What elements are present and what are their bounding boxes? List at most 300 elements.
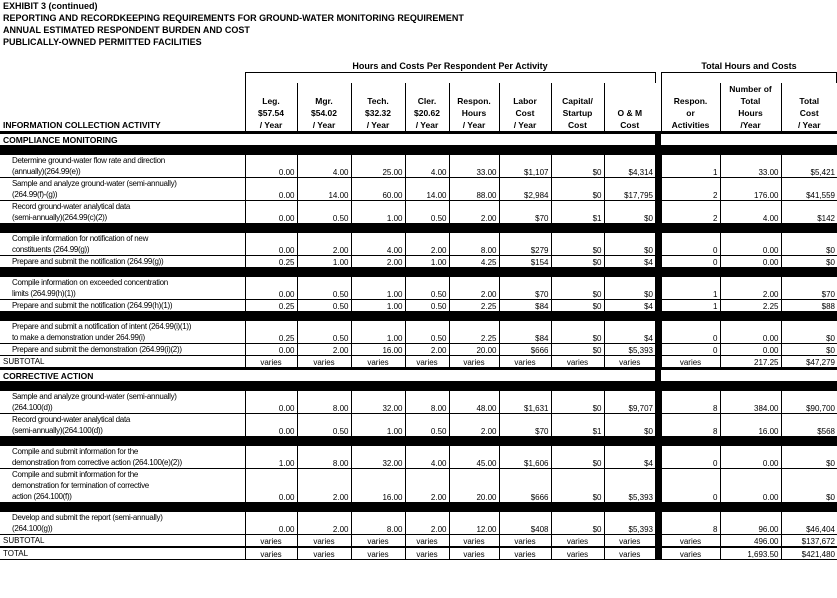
group-underline-per-respondent [245, 72, 655, 73]
cell-leg: 0.00 [245, 391, 297, 414]
cell-tech: 25.00 [351, 155, 405, 178]
cell-leg: 0.00 [245, 155, 297, 178]
cell-om: $5,393 [604, 512, 655, 535]
cell-tech: 32.00 [351, 446, 405, 469]
activity-description [0, 321, 245, 344]
cell-cler: 0.50 [405, 277, 449, 300]
table-row [0, 155, 837, 178]
col-total-hours [720, 83, 781, 133]
cell-tech: 16.00 [351, 344, 405, 356]
cell-respondents: 1 [661, 277, 720, 300]
col-cler-l1: Cler. [417, 96, 437, 106]
col-om [604, 83, 655, 133]
description-line: (annually)(264.99(e)) [12, 167, 81, 176]
cell-mgr: 4.00 [297, 155, 351, 178]
col-cler-l3: / Year [415, 120, 439, 130]
col-cler [405, 83, 449, 133]
cell-total-cost: $0 [781, 446, 837, 469]
cell-total-hours: 1,693.50 [720, 547, 781, 560]
cell-cler: 2.00 [405, 469, 449, 503]
section-header [0, 369, 837, 382]
cell-resp-hours: varies [449, 535, 499, 548]
description-line: Prepare and submit the notification (264.99(h)(1)) [12, 301, 173, 310]
cell-total-hours: 384.00 [720, 391, 781, 414]
cell-mgr: 8.00 [297, 446, 351, 469]
cell-total-hours: 16.00 [720, 414, 781, 437]
cell-total-cost: $46,404 [781, 512, 837, 535]
activity-description [0, 277, 245, 300]
description-line: Compile and submit information for the [12, 470, 138, 479]
cell-respondents: 8 [661, 391, 720, 414]
cell-total-hours: 217.25 [720, 356, 781, 369]
table-row [0, 469, 837, 503]
col-mgr [297, 83, 351, 133]
description-line: Record ground-water analytical data [12, 202, 131, 211]
cell-mgr: 2.00 [297, 512, 351, 535]
cell-total-cost: $0 [781, 256, 837, 268]
cell-capital: $0 [551, 256, 604, 268]
cell-total-cost: $41,559 [781, 178, 837, 201]
cell-tech: 8.00 [351, 512, 405, 535]
col-mgr-l2: $54.02 [311, 108, 337, 118]
cell-resp-hours: 2.25 [449, 300, 499, 312]
cell-capital: $0 [551, 178, 604, 201]
table-row [0, 201, 837, 224]
cell-leg: 0.00 [245, 201, 297, 224]
col-respondents [661, 83, 720, 133]
cell-labor: $2,984 [499, 178, 551, 201]
cell-capital: $0 [551, 321, 604, 344]
cell-om: varies [604, 535, 655, 548]
col-leg [245, 83, 297, 133]
cell-respondents: varies [661, 535, 720, 548]
document-title: REPORTING AND RECORDKEEPING REQUIREMENTS FOR GROUND-WATER MONITORING REQUIREMENT [3, 13, 464, 23]
cell-om: $0 [604, 277, 655, 300]
cell-tech: 32.00 [351, 391, 405, 414]
column-header-row [0, 83, 837, 133]
section-divider-bar [0, 503, 837, 513]
group-header-per-respondent: Hours and Costs Per Respondent Per Activity [352, 61, 548, 71]
col-tech-l2: $32.32 [365, 108, 391, 118]
col-total-cost-l1: Total [799, 96, 820, 106]
col-labor-l1: Labor [513, 96, 537, 106]
cell-total-cost: $70 [781, 277, 837, 300]
cell-total-hours: 0.00 [720, 469, 781, 503]
cell-respondents: varies [661, 547, 720, 560]
cell-total-cost: $0 [781, 321, 837, 344]
activity-description [0, 256, 245, 268]
col-capital-l1: Capital/ [562, 96, 593, 106]
col-total-hours-l3: Hours [738, 108, 763, 118]
description-line: Record ground-water analytical data [12, 415, 131, 424]
section-title-blank [661, 369, 837, 382]
cell-mgr: 0.50 [297, 300, 351, 312]
cell-om: $5,393 [604, 469, 655, 503]
divider-fill [0, 146, 837, 156]
group-bracket-right [655, 72, 656, 83]
description-line: Sample and analyze ground-water (semi-annually) [12, 392, 177, 401]
cell-total-hours: 96.00 [720, 512, 781, 535]
cell-mgr: 0.50 [297, 201, 351, 224]
col-tech-l3: / Year [366, 120, 390, 130]
cell-resp-hours: 8.00 [449, 233, 499, 256]
cell-om: $4,314 [604, 155, 655, 178]
col-cler-l2: $20.62 [414, 108, 440, 118]
table-row [0, 178, 837, 201]
cell-tech: 1.00 [351, 201, 405, 224]
cell-total-cost: $0 [781, 233, 837, 256]
cell-respondents: 0 [661, 256, 720, 268]
col-resp-hours-l1: Respon. [457, 96, 491, 106]
cell-capital: $1 [551, 414, 604, 437]
col-resp-hours [449, 83, 499, 133]
cell-om: $17,795 [604, 178, 655, 201]
activity-description [0, 391, 245, 414]
cell-om: varies [604, 547, 655, 560]
facility-type: PUBLICALLY-OWNED PERMITTED FACILITIES [3, 37, 202, 47]
cell-capital: $0 [551, 155, 604, 178]
activity-description [0, 414, 245, 437]
col-mgr-l1: Mgr. [315, 96, 333, 106]
cell-labor: varies [499, 356, 551, 369]
cell-cler: 2.00 [405, 344, 449, 356]
table-row [0, 233, 837, 256]
cell-labor: varies [499, 547, 551, 560]
cell-capital: $0 [551, 277, 604, 300]
cell-leg: varies [245, 356, 297, 369]
cell-total-cost: $5,421 [781, 155, 837, 178]
col-leg-l3: / Year [259, 120, 283, 130]
cell-leg: 0.00 [245, 233, 297, 256]
cell-resp-hours: 2.00 [449, 414, 499, 437]
col-resp-hours-l2: Hours [461, 108, 487, 118]
cell-total-hours: 2.00 [720, 277, 781, 300]
cell-om: $0 [604, 414, 655, 437]
cell-mgr: varies [297, 356, 351, 369]
cell-mgr: 2.00 [297, 233, 351, 256]
divider-fill [0, 224, 837, 234]
cell-labor: $666 [499, 344, 551, 356]
activity-description [0, 201, 245, 224]
cell-labor: $1,606 [499, 446, 551, 469]
cell-cler: 0.50 [405, 201, 449, 224]
description-line: demonstration for termination of corrective [12, 481, 149, 490]
cell-respondents: 0 [661, 321, 720, 344]
description-line: Sample and analyze ground-water (semi-annually) [12, 179, 177, 188]
cell-resp-hours: 45.00 [449, 446, 499, 469]
subtotal-label: SUBTOTAL [0, 356, 245, 369]
cell-labor: $84 [499, 300, 551, 312]
cell-total-cost: $47,279 [781, 356, 837, 369]
col-respondents-l2: or [686, 108, 695, 118]
cell-mgr: varies [297, 535, 351, 548]
group-bracket-left [245, 72, 246, 83]
cell-om: $5,393 [604, 344, 655, 356]
cell-total-cost: $568 [781, 414, 837, 437]
col-labor [499, 83, 551, 133]
description-line: Prepare and submit a notification of intent (264.99(i)(1)) [12, 322, 192, 331]
cell-resp-hours: 2.00 [449, 277, 499, 300]
cell-leg: 0.25 [245, 300, 297, 312]
cell-respondents: 0 [661, 469, 720, 503]
cell-respondents: 8 [661, 512, 720, 535]
cell-capital: varies [551, 356, 604, 369]
cell-resp-hours: 2.25 [449, 321, 499, 344]
col-resp-hours-l3: / Year [462, 120, 486, 130]
cell-labor: $1,107 [499, 155, 551, 178]
col-leg-l1: Leg. [262, 96, 280, 106]
cell-cler: varies [405, 547, 449, 560]
group-header-totals: Total Hours and Costs [701, 61, 797, 71]
cell-leg: 0.00 [245, 414, 297, 437]
cell-om: $4 [604, 256, 655, 268]
col-total-cost [781, 83, 837, 133]
col-tech-l1: Tech. [367, 96, 389, 106]
cell-labor: $666 [499, 469, 551, 503]
description-line: Prepare and submit the notification (264.99(g)) [12, 257, 164, 266]
cell-capital: $0 [551, 391, 604, 414]
cell-leg: 0.25 [245, 321, 297, 344]
cell-cler: varies [405, 535, 449, 548]
col-capital-l3: Cost [568, 120, 587, 130]
col-total-cost-l3: / Year [797, 120, 821, 130]
subtotal-label: SUBTOTAL [0, 535, 245, 548]
cell-respondents: 1 [661, 300, 720, 312]
cell-total-cost: $137,672 [781, 535, 837, 548]
cell-resp-hours: 2.00 [449, 201, 499, 224]
divider-fill [0, 312, 837, 322]
cell-total-hours: 0.00 [720, 446, 781, 469]
col-labor-l3: / Year [513, 120, 537, 130]
col-respondents-l1: Respon. [673, 96, 708, 106]
cell-tech: 1.00 [351, 277, 405, 300]
activity-description [0, 300, 245, 312]
cell-resp-hours: 12.00 [449, 512, 499, 535]
totals-bracket-left [661, 72, 662, 83]
burden-table [0, 83, 837, 560]
cell-om: $4 [604, 300, 655, 312]
section-title: CORRECTIVE ACTION [0, 369, 655, 382]
cell-total-hours: 0.00 [720, 256, 781, 268]
cell-resp-hours: 48.00 [449, 391, 499, 414]
description-line: action (264.100(f)) [12, 492, 72, 501]
cell-tech: 16.00 [351, 469, 405, 503]
cell-om: varies [604, 356, 655, 369]
section-divider-bar [0, 146, 837, 156]
description-line: to make a demonstration under 264.99(i) [12, 333, 145, 342]
cell-total-cost: $421,480 [781, 547, 837, 560]
cell-leg: 0.25 [245, 256, 297, 268]
cell-mgr: 0.50 [297, 321, 351, 344]
divider-fill [0, 503, 837, 513]
section-divider-bar [0, 382, 837, 392]
cell-labor: $1,631 [499, 391, 551, 414]
activity-description [0, 469, 245, 503]
activity-description [0, 233, 245, 256]
cell-cler: 14.00 [405, 178, 449, 201]
cell-labor: $84 [499, 321, 551, 344]
cell-total-hours: 33.00 [720, 155, 781, 178]
activity-description [0, 344, 245, 356]
exhibit-label: EXHIBIT 3 (continued) [3, 1, 98, 11]
section-divider-bar [0, 437, 837, 447]
cell-respondents: 8 [661, 414, 720, 437]
cell-total-cost: $0 [781, 344, 837, 356]
document-subtitle: ANNUAL ESTIMATED RESPONDENT BURDEN AND COST [3, 25, 250, 35]
cell-labor: $70 [499, 201, 551, 224]
group-underline-totals [661, 72, 837, 73]
cell-cler: 4.00 [405, 155, 449, 178]
cell-total-hours: 0.00 [720, 233, 781, 256]
section-divider-bar [0, 312, 837, 322]
col-tech [351, 83, 405, 133]
cell-om: $0 [604, 233, 655, 256]
cell-tech: 60.00 [351, 178, 405, 201]
cell-total-hours: 2.25 [720, 300, 781, 312]
cell-respondents: 1 [661, 155, 720, 178]
cell-total-hours: 0.00 [720, 321, 781, 344]
table-row [0, 321, 837, 344]
cell-capital: $0 [551, 233, 604, 256]
cell-leg: 0.00 [245, 512, 297, 535]
cell-capital: varies [551, 535, 604, 548]
section-title: COMPLIANCE MONITORING [0, 133, 655, 146]
cell-labor: $279 [499, 233, 551, 256]
cell-resp-hours: 33.00 [449, 155, 499, 178]
cell-labor: varies [499, 535, 551, 548]
table-row [0, 512, 837, 535]
cell-labor: $70 [499, 414, 551, 437]
cell-cler: 8.00 [405, 391, 449, 414]
description-line: demonstration from corrective action (264.100(e)(2)) [12, 458, 182, 467]
cell-om: $4 [604, 321, 655, 344]
description-line: (semi-annually)(264.100(d)) [12, 426, 103, 435]
table-row [0, 446, 837, 469]
cell-cler: 2.00 [405, 512, 449, 535]
cell-capital: varies [551, 547, 604, 560]
activity-description [0, 155, 245, 178]
divider-fill [0, 382, 837, 392]
cell-om: $0 [604, 201, 655, 224]
cell-resp-hours: varies [449, 356, 499, 369]
table-row [0, 391, 837, 414]
cell-leg: 0.00 [245, 469, 297, 503]
section-title-blank [661, 133, 837, 146]
col-om-l1: O & M [617, 108, 643, 118]
cell-cler: 0.50 [405, 414, 449, 437]
cell-respondents: 0 [661, 344, 720, 356]
cell-resp-hours: varies [449, 547, 499, 560]
table-row [0, 277, 837, 300]
table-body [0, 133, 837, 560]
cell-total-cost: $88 [781, 300, 837, 312]
cell-mgr: 2.00 [297, 344, 351, 356]
subtotal-row [0, 535, 837, 548]
cell-tech: 4.00 [351, 233, 405, 256]
cell-capital: $1 [551, 201, 604, 224]
cell-capital: $0 [551, 512, 604, 535]
section-divider-bar [0, 268, 837, 278]
description-line: Compile information for notification of new [12, 234, 149, 243]
cell-total-cost: $90,700 [781, 391, 837, 414]
cell-labor: $408 [499, 512, 551, 535]
cell-cler: 1.00 [405, 256, 449, 268]
divider-fill [0, 437, 837, 447]
cell-resp-hours: 20.00 [449, 469, 499, 503]
cell-respondents: 2 [661, 178, 720, 201]
cell-resp-hours: 4.25 [449, 256, 499, 268]
cell-leg: 0.00 [245, 178, 297, 201]
cell-leg: varies [245, 547, 297, 560]
description-line: (264.99(f)-(g)) [12, 190, 58, 199]
section-header [0, 133, 837, 146]
col-activity: INFORMATION COLLECTION ACTIVITY [3, 120, 161, 130]
cell-respondents: 0 [661, 446, 720, 469]
description-line: (semi-annually)(264.99(c)(2)) [12, 213, 107, 222]
table-row [0, 256, 837, 268]
cell-leg: 0.00 [245, 277, 297, 300]
cell-cler: 0.50 [405, 321, 449, 344]
cell-capital: $0 [551, 469, 604, 503]
subtotal-row [0, 356, 837, 369]
cell-total-hours: 0.00 [720, 344, 781, 356]
cell-labor: $70 [499, 277, 551, 300]
description-line: Determine ground-water flow rate and direction [12, 156, 165, 165]
cell-mgr: 0.50 [297, 277, 351, 300]
cell-respondents: varies [661, 356, 720, 369]
cell-cler: varies [405, 356, 449, 369]
col-total-hours-l1: Number of [729, 84, 772, 94]
activity-description [0, 178, 245, 201]
description-line: Compile information on exceeded concentration [12, 278, 168, 287]
col-capital [551, 83, 604, 133]
col-total-cost-l2: Cost [799, 108, 819, 118]
cell-om: $9,707 [604, 391, 655, 414]
cell-mgr: 14.00 [297, 178, 351, 201]
cell-total-cost: $142 [781, 201, 837, 224]
col-total-hours-l4: /Year [740, 120, 761, 130]
cell-leg: 0.00 [245, 344, 297, 356]
cell-mgr: 8.00 [297, 391, 351, 414]
col-leg-l2: $57.54 [258, 108, 284, 118]
col-om-l2: Cost [620, 120, 640, 130]
section-divider-bar [0, 224, 837, 234]
cell-cler: 0.50 [405, 300, 449, 312]
cell-resp-hours: 20.00 [449, 344, 499, 356]
cell-tech: varies [351, 547, 405, 560]
cell-tech: 1.00 [351, 300, 405, 312]
table-row [0, 414, 837, 437]
cell-total-cost: $0 [781, 469, 837, 503]
cell-tech: 1.00 [351, 414, 405, 437]
col-capital-l2: Startup [562, 108, 593, 118]
description-line: Develop and submit the report (semi-annually) [12, 513, 163, 522]
cell-respondents: 2 [661, 201, 720, 224]
cell-total-hours: 4.00 [720, 201, 781, 224]
table-row [0, 344, 837, 356]
description-line: Prepare and submit the demonstration (264.99(i)(2)) [12, 345, 182, 354]
cell-capital: $0 [551, 446, 604, 469]
col-respondents-l3: Activities [671, 120, 710, 130]
table-row [0, 300, 837, 312]
description-line: Compile and submit information for the [12, 447, 138, 456]
description-line: limits (264.99(h)(1)) [12, 289, 76, 298]
cell-resp-hours: 88.00 [449, 178, 499, 201]
cell-capital: $0 [551, 344, 604, 356]
cell-leg: varies [245, 535, 297, 548]
cell-capital: $0 [551, 300, 604, 312]
description-line: constituents (264.99(g)) [12, 245, 90, 254]
